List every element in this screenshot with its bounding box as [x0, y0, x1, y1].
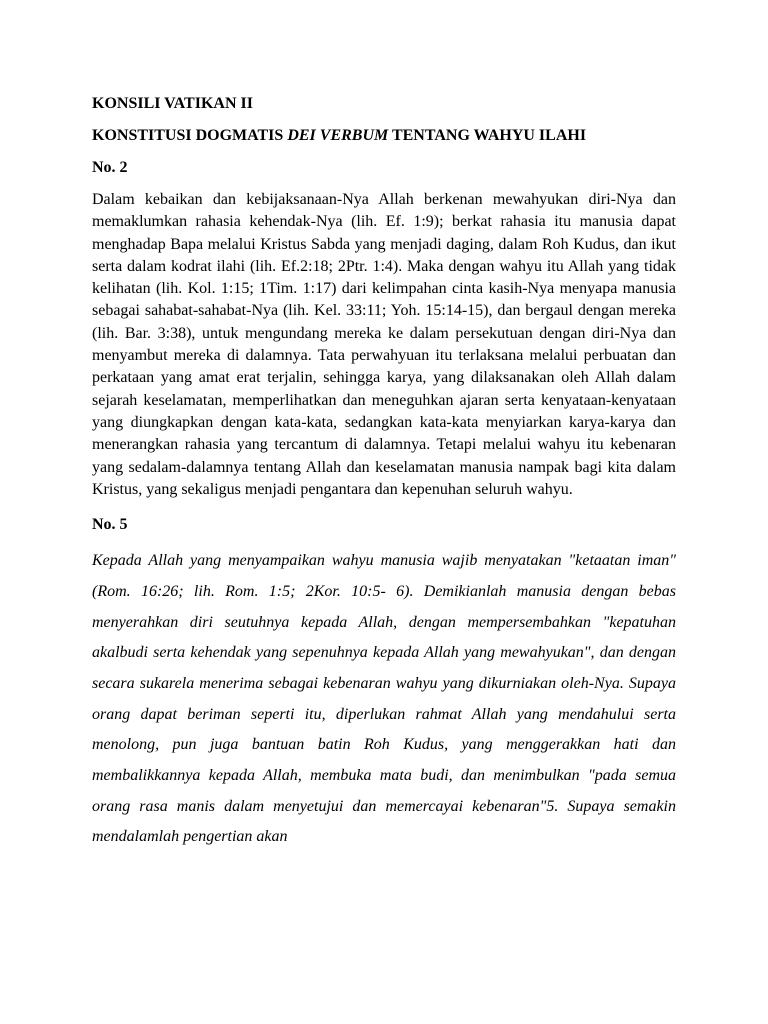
subtitle-prefix: KONSTITUSI DOGMATIS	[92, 127, 288, 144]
document-page	[92, 93, 676, 853]
document-subtitle	[92, 125, 676, 147]
section-paragraph-no5: Kepada Allah yang menyampaikan wahyu manusia wajib menyatakan "ketaatan iman" (Rom. 16:26; lih. Rom. 1:5; 2Kor. 10:5- 6). Demikianlah manusia dengan bebas menyerahkan diri seutuhnya kepada Allah, dengan mempersembahkan "kepatuhan akalbudi serta kehendak yang sepenuhnya kepada Allah yang mewahyukan", dan dengan secara sukarela menerima sebagai kebenaran wahyu yang dikurniakan oleh-Nya. Supaya orang dapat beriman seperti itu, diperlukan rahmat Allah yang mendahului serta menolong, pun juga bantuan batin Roh Kudus, yang menggerakkan hati dan membalikkannya kepada Allah, membuka mata budi, dan menimbulkan "pada semua orang rasa manis dalam menyetujui dan memercayai kebenaran"5. Supaya semakin mendalamlah pengertian akan	[92, 552, 676, 846]
subtitle-suffix: TENTANG WAHYU ILAHI	[388, 127, 587, 144]
section-heading-no2: No. 2	[92, 159, 128, 176]
subtitle-italic: DEI VERBUM	[287, 127, 389, 144]
document-title: KONSILI VATIKAN II	[92, 95, 253, 112]
section-paragraph-no2: Dalam kebaikan dan kebijaksanaan-Nya Allah berkenan mewahyukan diri-Nya dan memaklumkan rahasia kehendak-Nya (lih. Ef. 1:9); berkat rahasia itu manusia dapat menghadap Bapa melalui Kristus Sabda yang menjadi daging, dalam Roh Kudus, dan ikut serta dalam kodrat ilahi (lih. Ef.2:18; 2Ptr. 1:4). Maka dengan wahyu itu Allah yang tidak kelihatan (lih. Kol. 1:15; 1Tim. 1:17) dari kelimpahan cinta kasih-Nya menyapa manusia sebagai sahabat-sahabat-Nya (lih. Kel. 33:11; Yoh. 15:14-15), dan bergaul dengan mereka (lih. Bar. 3:38), untuk mengundang mereka ke dalam persekutuan dengan diri-Nya dan menyambut mereka di dalamnya. Tata perwahyuan itu terlaksana melalui perbuatan dan perkataan yang amat erat terjalin, sehingga karya, yang dilaksanakan oleh Allah dalam sejarah keselamatan, memperlihatkan dan meneguhkan ajaran serta kenyataan-kenyataan yang diungkapkan dengan kata-kata, sedangkan kata-kata menyiarkan karya-karya dan menerangkan rahasia yang tercantum di dalamnya. Tetapi melalui wahyu itu kebenaran yang sedalam-dalamnya tentang Allah dan keselamatan manusia nampak bagi kita dalam Kristus, yang sekaligus menjadi pengantara dan kepenuhan seluruh wahyu.	[92, 191, 676, 498]
section-heading-no5: No. 5	[92, 516, 128, 534]
